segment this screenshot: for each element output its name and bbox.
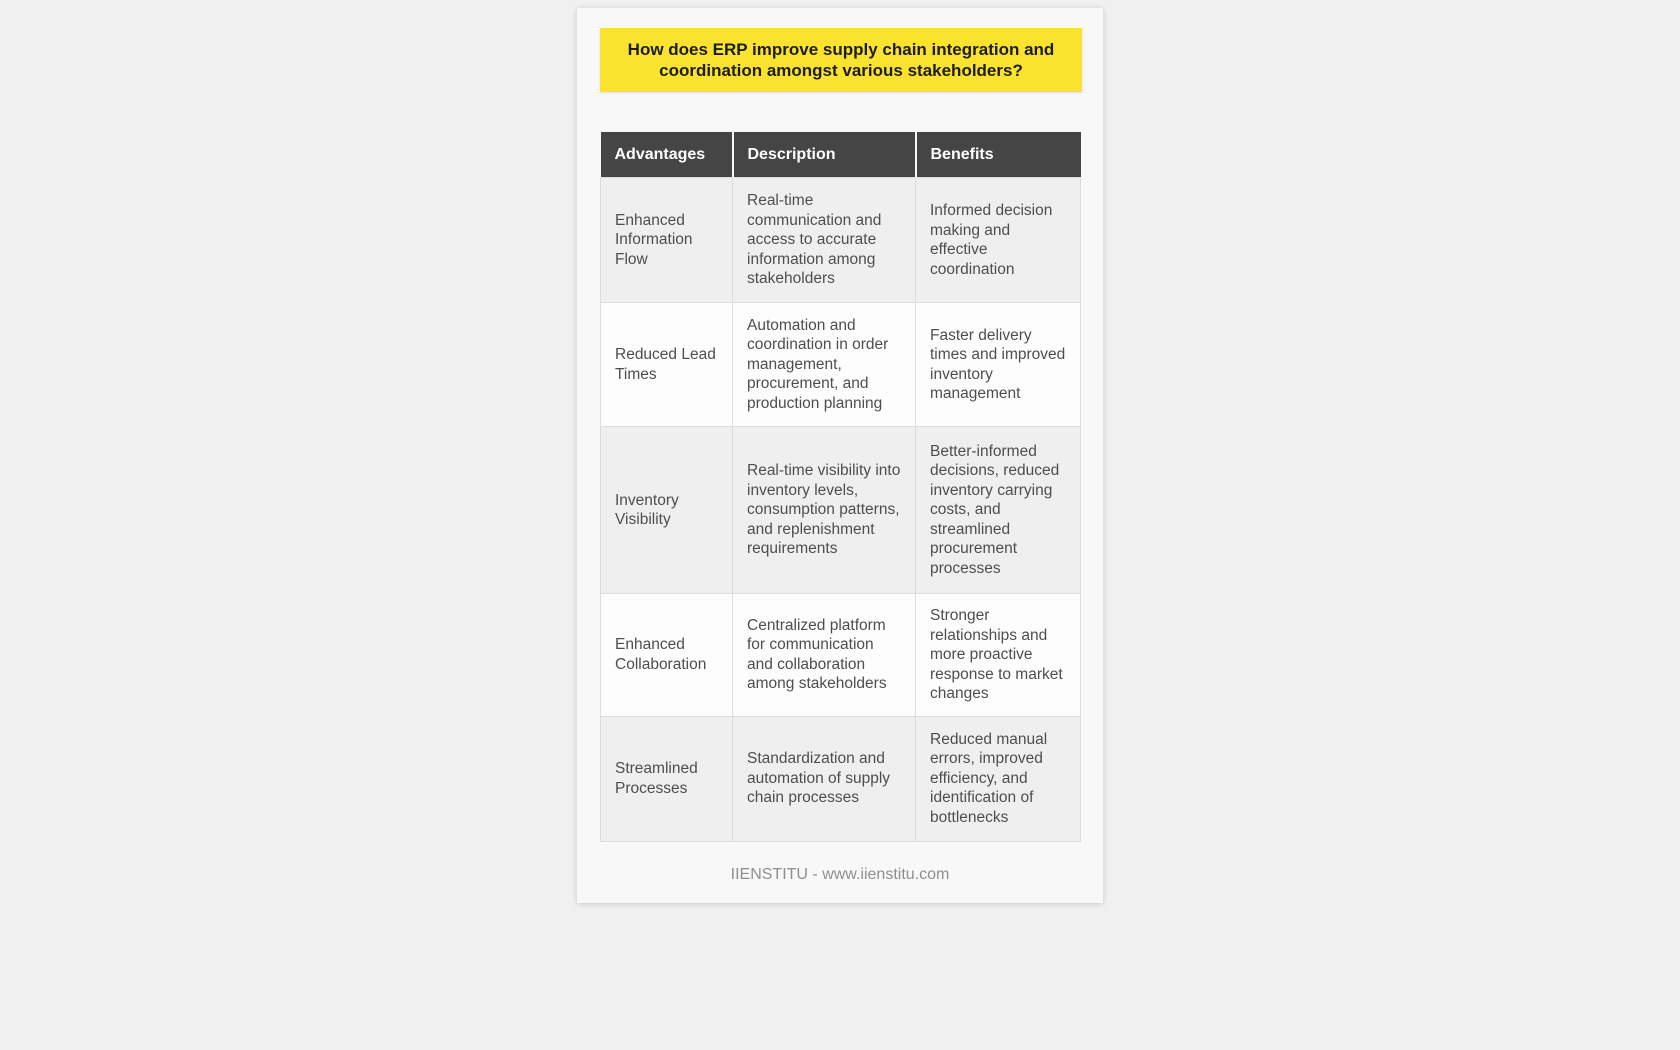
cell-benefit: Reduced manual errors, improved efficiency, and identification of bottlenecks [916, 716, 1081, 841]
cell-description: Centralized platform for communication and collaboration among stakeholders [733, 594, 916, 717]
cell-description: Real-time communication and access to accurate information among stakeholders [733, 178, 916, 303]
column-header-benefits: Benefits [916, 132, 1081, 178]
column-header-description: Description [733, 132, 916, 178]
cell-benefit: Stronger relationships and more proactive response to market changes [916, 594, 1081, 717]
content-card [577, 8, 1103, 903]
cell-advantage: Enhanced Information Flow [601, 178, 733, 303]
question-title: How does ERP improve supply chain integration and coordination amongst various stakeholders? [627, 40, 1055, 80]
table-row [601, 303, 1081, 427]
footer-attribution: IIENSTITU - www.iienstitu.com [730, 865, 950, 883]
cell-description: Standardization and automation of supply chain processes [733, 716, 916, 841]
cell-benefit: Faster delivery times and improved inventory management [916, 303, 1081, 427]
table-row [601, 178, 1081, 303]
cell-advantage: Reduced Lead Times [601, 303, 733, 427]
column-header-advantages: Advantages [601, 132, 733, 178]
cell-description: Real-time visibility into inventory levels, consumption patterns, and replenishment requirements [733, 427, 916, 594]
question-banner [600, 28, 1082, 92]
table-header-row [601, 132, 1081, 178]
table-row [601, 427, 1081, 594]
cell-description: Automation and coordination in order management, procurement, and production planning [733, 303, 916, 427]
erp-advantages-table [600, 132, 1081, 842]
table-row [601, 594, 1081, 717]
cell-advantage: Inventory Visibility [601, 427, 733, 594]
cell-advantage: Enhanced Collaboration [601, 594, 733, 717]
cell-benefit: Informed decision making and effective coordination [916, 178, 1081, 303]
cell-benefit: Better-informed decisions, reduced inventory carrying costs, and streamlined procurement processes [916, 427, 1081, 594]
table-row [601, 716, 1081, 841]
cell-advantage: Streamlined Processes [601, 716, 733, 841]
